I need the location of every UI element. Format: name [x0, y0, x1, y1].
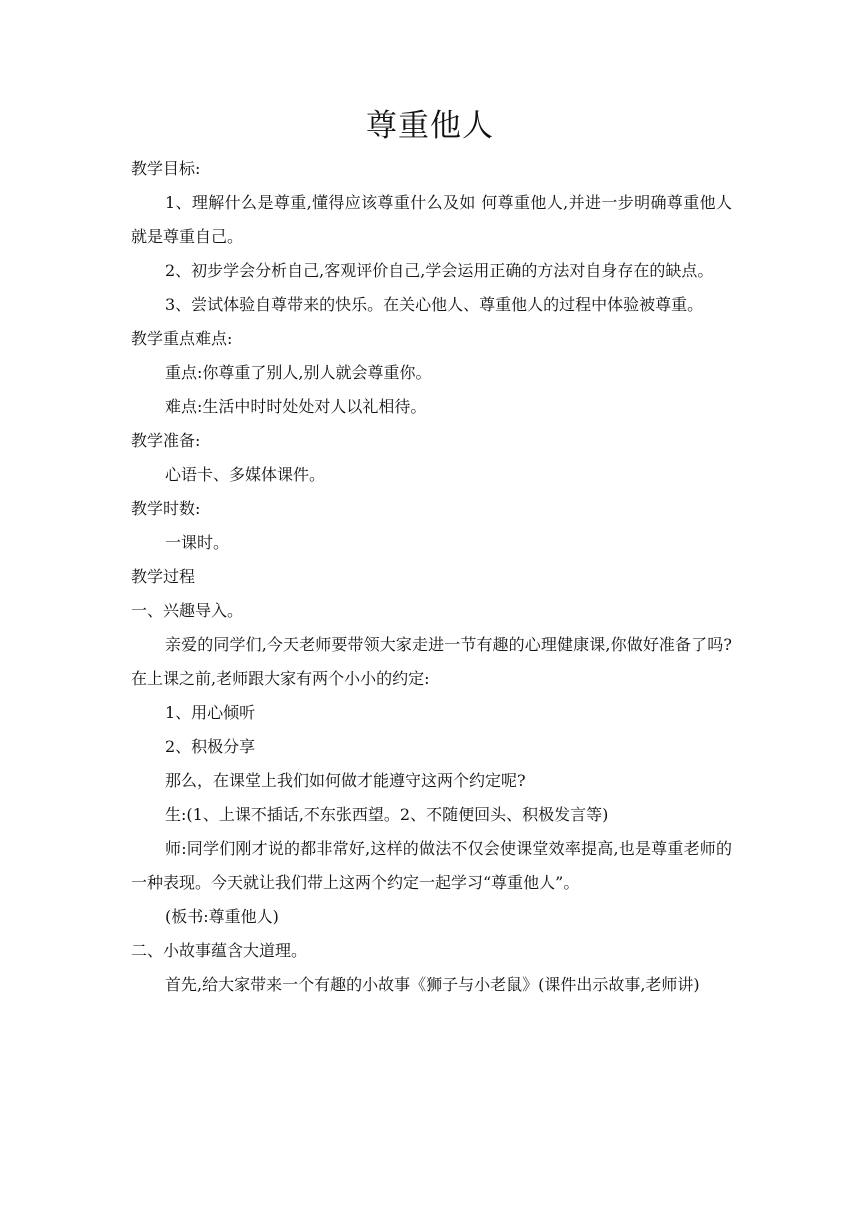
body-paragraph: 重点:你尊重了别人,别人就会尊重你。 [165, 363, 432, 382]
section-heading: 教学目标: [131, 159, 201, 178]
body-paragraph: 生:(1、上课不插话,不东张西望。2、不随便回头、积极发言等) [165, 805, 609, 824]
document-body [131, 152, 732, 1002]
body-paragraph: 难点:生活中时时处处对人以礼相待。 [165, 397, 427, 416]
body-paragraph: 首先,给大家带来一个有趣的小故事《狮子与小老鼠》(课件出示故事,老师讲) [165, 975, 700, 994]
section-heading: 二、小故事蕴含大道理。 [131, 941, 308, 960]
body-paragraph: 2、积极分享 [165, 737, 256, 756]
body-paragraph: 2、初步学会分析自己,客观评价自己,学会运用正确的方法对自身存在的缺点。 [165, 261, 714, 280]
body-paragraph: 亲爱的同学们,今天老师要带领大家走进一节有趣的心理健康课,你做好准备了吗?在上课之前,老师跟大家有两个小小的约定: [131, 635, 732, 688]
section-heading: 教学时数: [131, 499, 201, 518]
body-paragraph: 一课时。 [165, 533, 230, 552]
document-title: 尊重他人 [366, 108, 494, 144]
section-heading: 教学重点难点: [131, 329, 233, 348]
body-paragraph: 1、用心倾听 [165, 703, 256, 722]
section-heading: 教学过程 [131, 567, 196, 586]
body-paragraph: (板书:尊重他人) [165, 907, 279, 926]
body-paragraph: 3、尝试体验自尊带来的快乐。在关心他人、尊重他人的过程中体验被尊重。 [165, 295, 704, 314]
section-heading: 一、兴趣导入。 [131, 601, 244, 620]
body-paragraph: 那么，在课堂上我们如何做才能遵守这两个约定呢? [165, 771, 526, 790]
body-paragraph: 1、理解什么是尊重,懂得应该尊重什么及如 何尊重他人,并进一步明确尊重他人就是尊重自己。 [131, 193, 732, 246]
body-paragraph: 师:同学们刚才说的都非常好,这样的做法不仅会使课堂效率提高,也是尊重老师的一种表现。今天就让我们带上这两个约定一起学习“尊重他人”。 [131, 839, 732, 892]
body-paragraph: 心语卡、多媒体课件。 [165, 465, 326, 484]
section-heading: 教学准备: [131, 431, 201, 450]
